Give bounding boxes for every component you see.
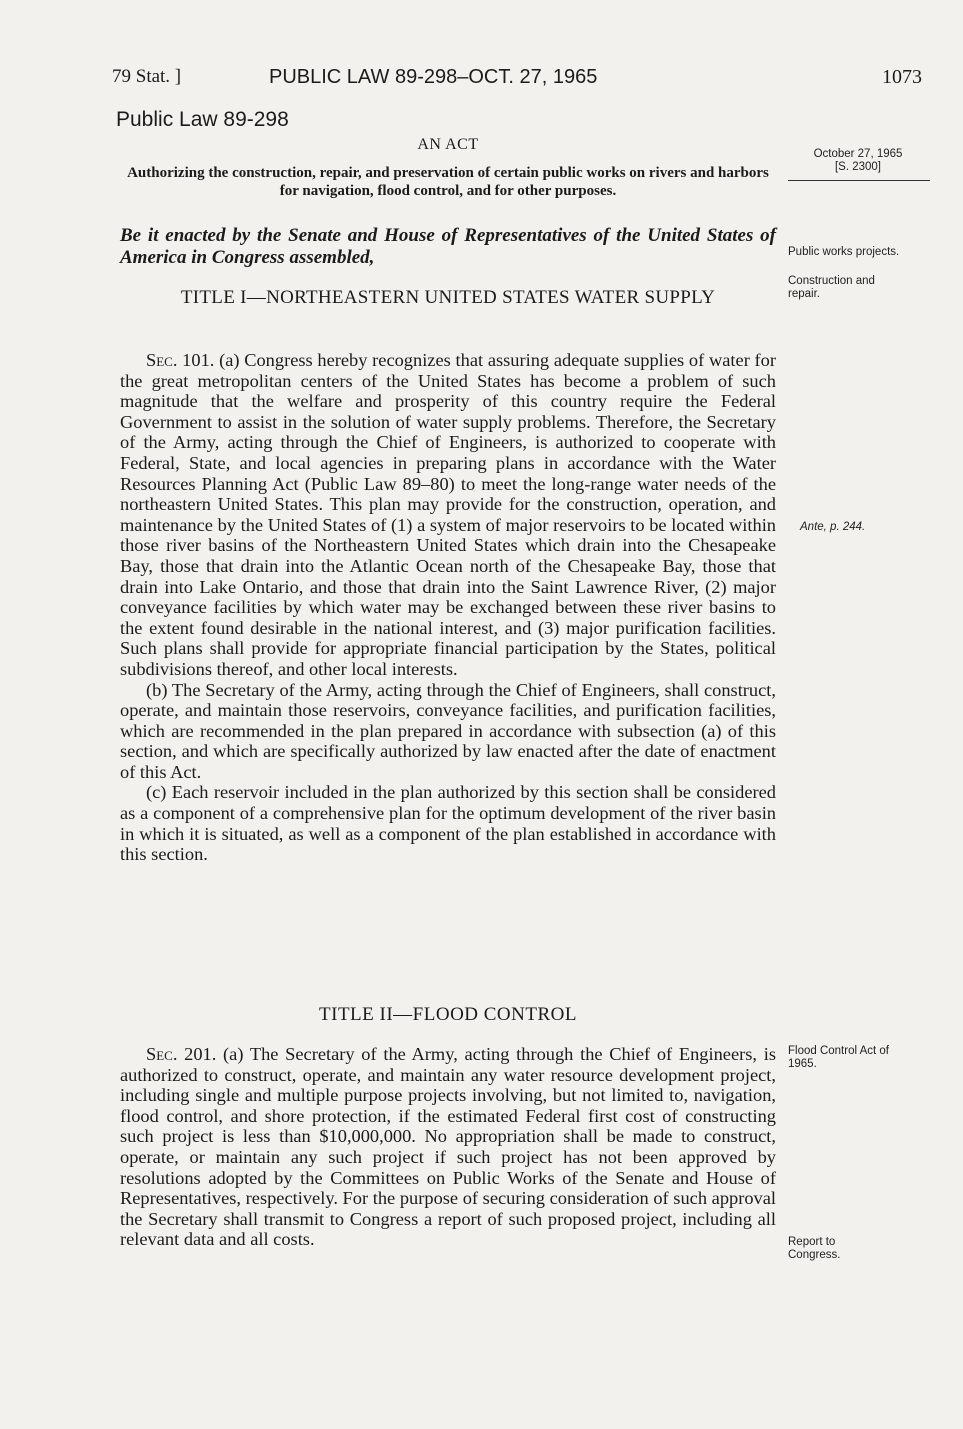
margin-note-ante: Ante, p. 244. [800, 521, 866, 533]
public-law-number: Public Law 89-298 [116, 108, 289, 131]
margin-note-flood-control: Flood Control Act of 1965. [788, 1045, 889, 1070]
margin-note-report: Report to Congress. [788, 1236, 841, 1261]
sec-label: Sec. [146, 1044, 178, 1064]
section-101-a [120, 350, 776, 680]
paragraph-text: 201. (a) The Secretary of the Army, acting through the Chief of Engineers, is authorized to construct, operate, and maintain any water resource development project, including single and multiple purpose projects involving, but not limited to, navigation, flood control, and shore protection, if the estimated Federal first cost of constructing such project is less than $10,000,000. No appropriation shall be made to construct, operate, or maintain any such project if such project has not been approved by resolutions adopted by the Committees on Public Works of the Senate and House of Representatives, respectively. For the purpose of securing consideration of such approval the Secretary shall transmit to Congress a report of such proposed project, including all relevant data and all costs. [120, 1044, 776, 1250]
volume-citation: 79 Stat. ] [112, 66, 182, 87]
title-2-heading: TITLE II—FLOOD CONTROL [319, 1004, 577, 1025]
enacting-clause: Be it enacted by the Senate and House of Representatives of the United States of America in Congress assembled, [120, 225, 776, 268]
an-act-heading: AN ACT [417, 136, 479, 153]
margin-note-public-works: Public works projects. [788, 246, 900, 258]
page-number: 1073 [882, 66, 922, 88]
section-101-c: (c) Each reservoir included in the plan authorized by this section shall be considered as a component of a comprehensive plan for the optimum development of the river basin in which it is situated, as well as a component of the plan established in accordance with this section. [120, 782, 776, 865]
paragraph-text: 101. (a) Congress hereby recognizes that assuring adequate supplies of water for the great metropolitan centers of the United States has become a problem of such magnitude that the welfare and prosperity of this country require the Federal Government to assist in the solution of water supply problems. Therefore, the Secretary of the Army, acting through the Chief of Engineers, is authorized to cooperate with Federal, State, and local agencies in preparing plans in accordance with the Water Resources Planning Act (Public Law 89–80) to meet the long-range water needs of the northeastern United States. This plan may provide for the construction, operation, and maintenance by the United States of (1) a system of major reservoirs to be located within those river basins of the Northeastern United States which drain into the Chesapeake Bay, those that drain into the Atlantic Ocean north of the Chesapeake Bay, those that drain into Lake Ontario, and those that drain into the Saint Lawrence River, (2) major conveyance facilities by which water may be exchanged between these river basins to the extent found desirable in the national interest, and (3) major purification facilities. Such plans shall provide for appropriate financial participation by the States, political subdivisions thereof, and other local interests. [120, 350, 776, 679]
enactment-date: October 27, 1965 [813, 148, 903, 160]
title-1-heading: TITLE I—NORTHEASTERN UNITED STATES WATER SUPPLY [180, 287, 716, 308]
bill-number: [S. 2300] [834, 161, 882, 173]
section-101-b: (b) The Secretary of the Army, acting through the Chief of Engineers, shall construct, operate, and maintain those reservoirs, conveyance facilities, and purification facilities, which are recommended in the plan prepared in accordance with subsection (a) of this section, and which are specifically authorized by law enacted after the date of enactment of this Act. [120, 679, 776, 782]
header-title: PUBLIC LAW 89-298–OCT. 27, 1965 [269, 66, 598, 88]
running-header [112, 66, 922, 92]
margin-note-construction: Construction and repair. [788, 275, 875, 300]
title-1-body [120, 350, 776, 865]
margin-rule [788, 180, 930, 181]
section-201-a [120, 1044, 776, 1250]
margin-note-date [788, 148, 928, 174]
long-title: Authorizing the construction, repair, and preservation of certain public works on rivers and harbors for navigation, flood control, and for other purposes. [127, 165, 769, 199]
title-2-body [120, 1044, 776, 1250]
sec-label: Sec. [146, 350, 178, 370]
